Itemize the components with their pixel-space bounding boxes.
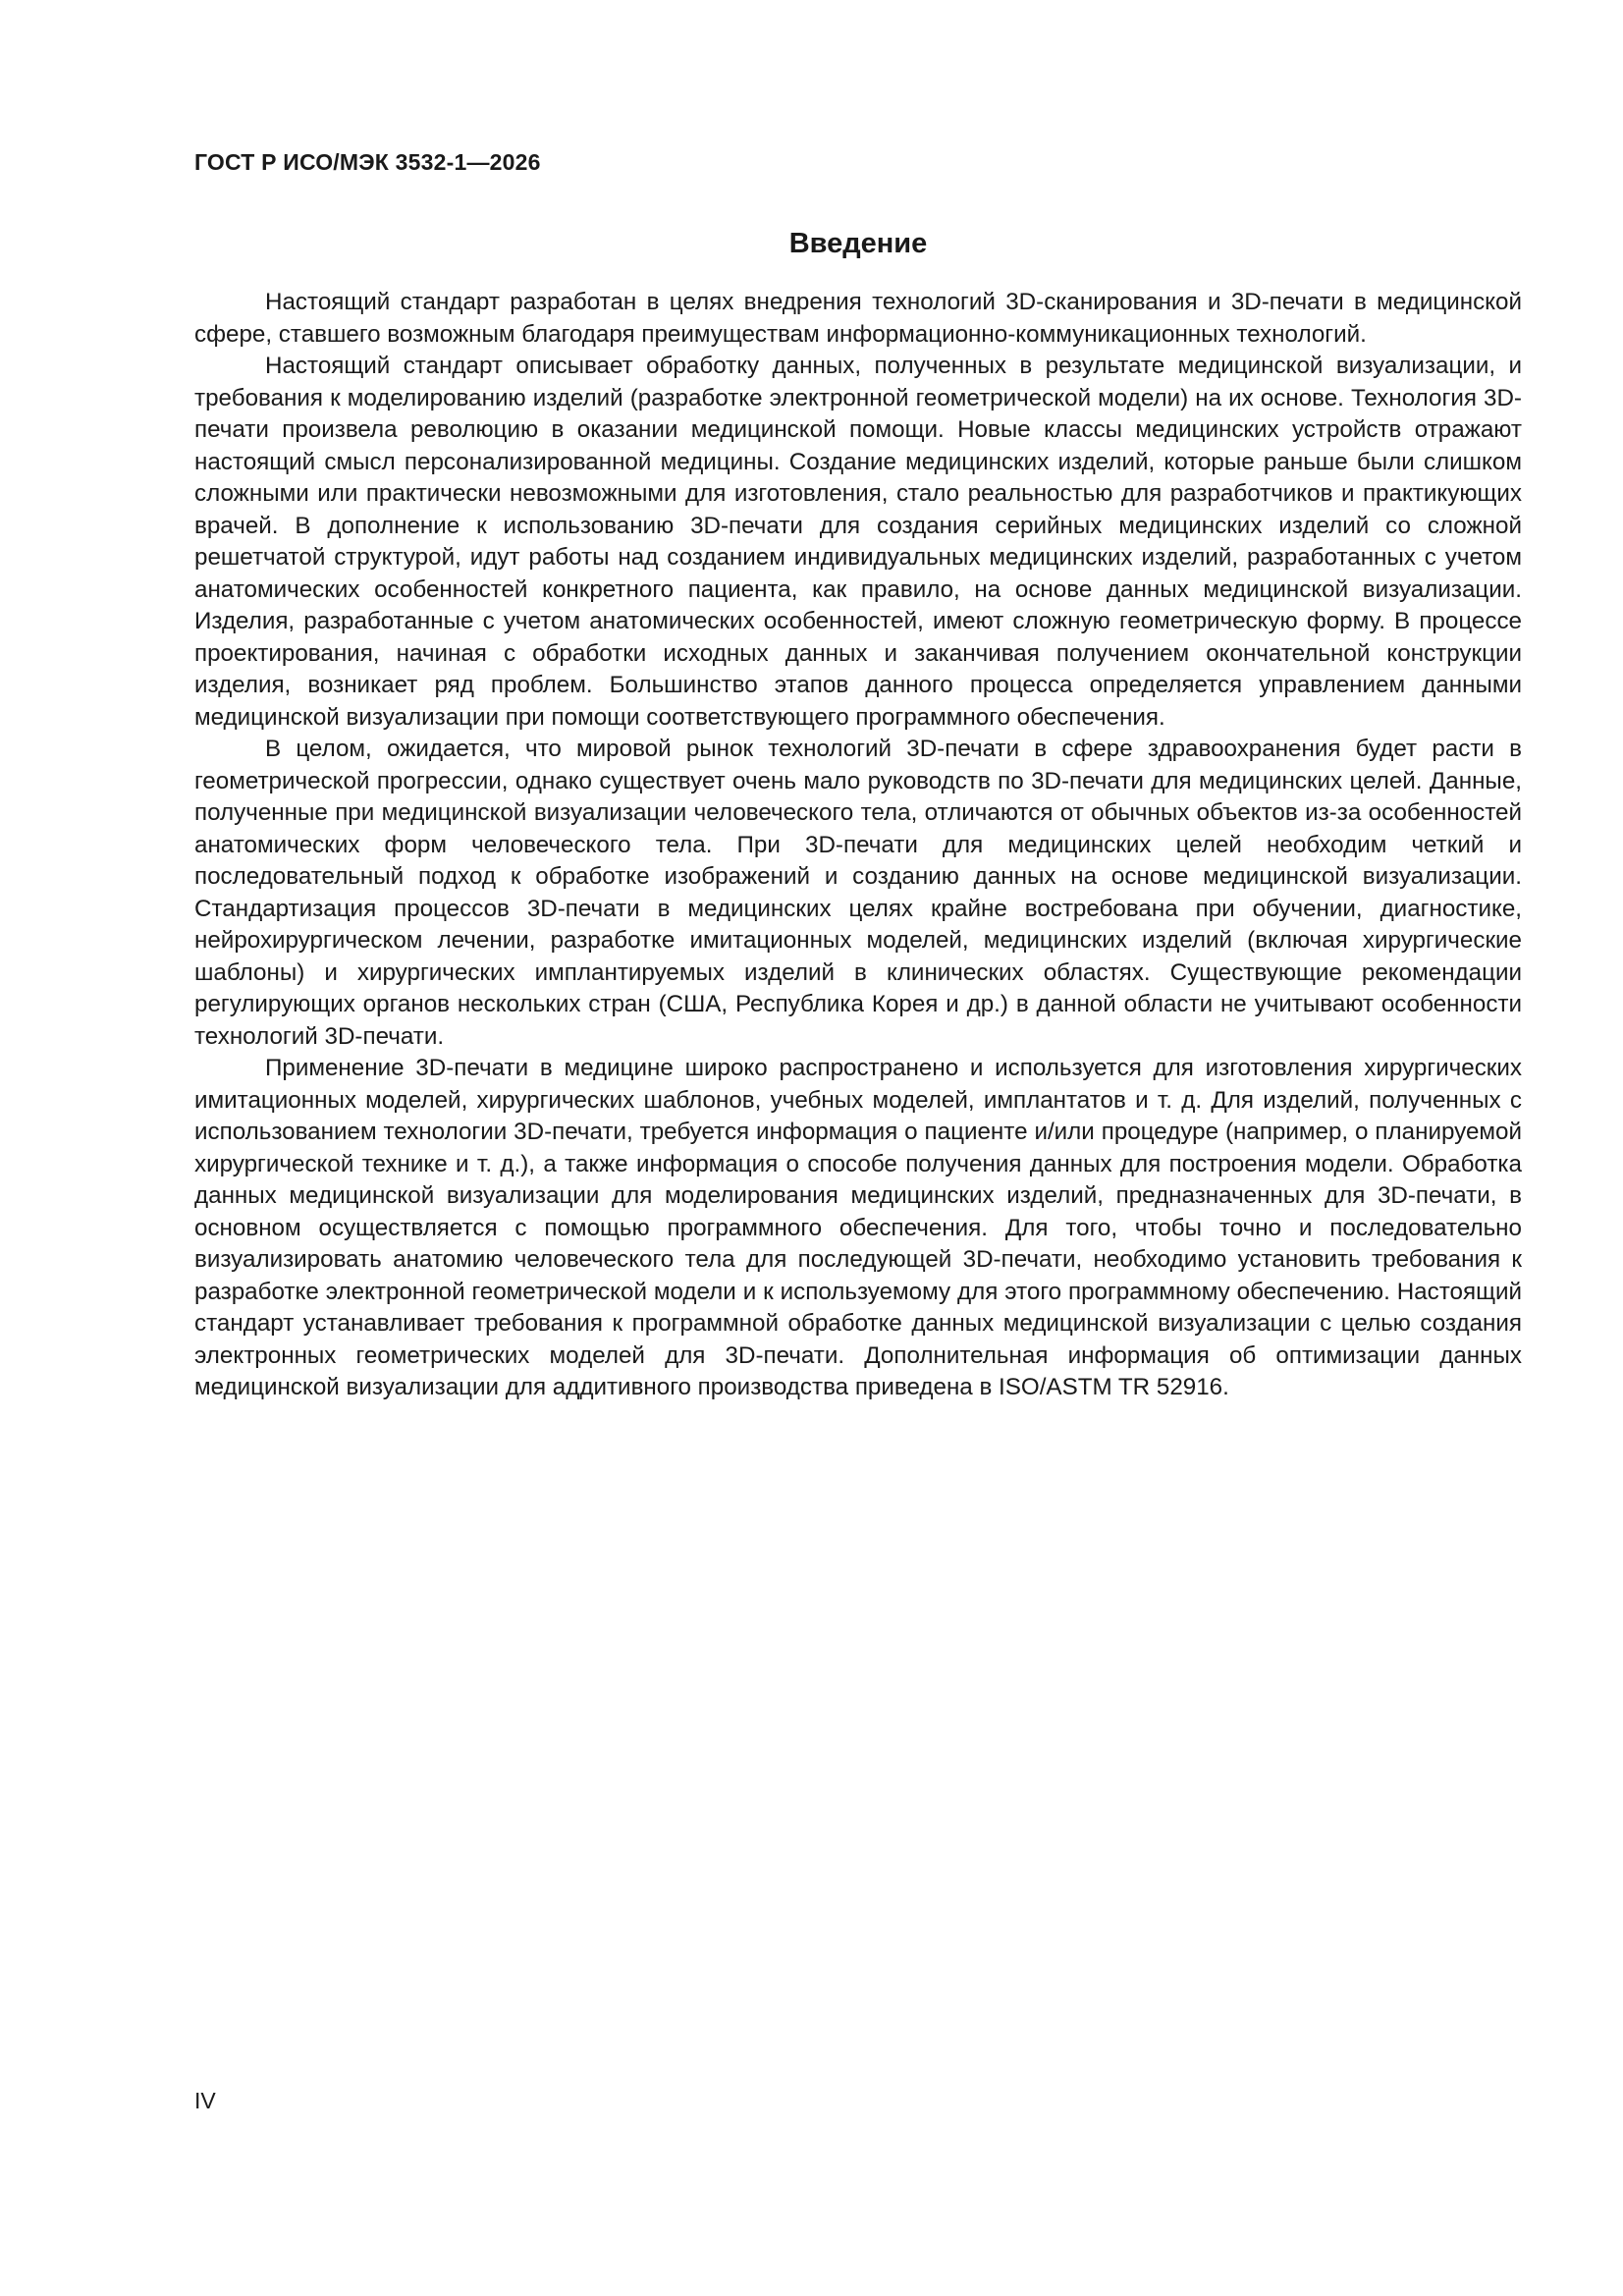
section-body [194,287,1522,1404]
paragraph: Применение 3D-печати в медицине широко распространено и используется для изготовления хирургических имитационных моделей, хирургических шаблонов, учебных моделей, имплантатов и т. д. Для изделий, полученных с использованием технологии 3D-печати, требуется информация о пациенте и/или процедуре (например, о планируемой хирургической технике и т. д.), а также информация о способе получения данных для построения модели. Обработка данных медицинской визуализации для моделирования медицинских изделий, предназначенных для 3D-печати, в основном осуществляется с помощью программного обеспечения. Для того, чтобы точно и последовательно визуализировать анатомию человеческого тела для последующей 3D-печати, необходимо установить требования к разработке электронной геометрической модели и к используемому для этого программному обеспечению. Настоящий стандарт устанавливает требования к программной обработке данных медицинской визуализации с целью создания электронных геометрических моделей для 3D-печати. Дополнительная информация об оптимизации данных медицинской визуализации для аддитивного производства приведена в ISO/ASTM TR 52916. [194,1055,1522,1400]
page-number: IV [194,2088,216,2113]
section-title: Введение [788,228,928,259]
paragraph: Настоящий стандарт разработан в целях внедрения технологий 3D-сканирования и 3D-печати в медицинской сфере, ставшего возможным благодаря преимуществам информационно-коммуникационных технологий. [194,289,1522,348]
paragraph: В целом, ожидается, что мировой рынок технологий 3D-печати в сфере здравоохранения будет расти в геометрической прогрессии, однако существует очень мало руководств по 3D-печати для медицинских целей. Данные, полученные при медицинской визуализации человеческого тела, отличаются от обычных объектов из-за особенностей анатомических форм человеческого тела. При 3D-печати для медицинских целей необходим четкий и последовательный подход к обработке изображений и созданию данных на основе медицинской визуализации. Стандартизация процессов 3D-печати в медицинских целях крайне востребована при обучении, диагностике, нейрохирургическом лечении, разработке имитационных моделей, медицинских изделий (включая хирургические шаблоны) и хирургических имплантируемых изделий в клинических областях. Существующие рекомендации регулирующих органов нескольких стран (США, Республика Корея и др.) в данной области не учитывают особенности технологий 3D-печати. [194,736,1522,1050]
document-header-standard-id: ГОСТ Р ИСО/МЭК 3532-1—2026 [194,149,541,175]
paragraph: Настоящий стандарт описывает обработку данных, полученных в результате медицинской визуализации, и требования к моделированию изделий (разработке электронной геометрической модели) на их основе. Технология 3D-печати произвела революцию в оказании медицинской помощи. Новые классы медицинских устройств отражают настоящий смысл персонализированной медицины. Создание медицинских изделий, которые раньше были слишком сложными или практически невозможными для изготовления, стало реальностью для разработчиков и практикующих врачей. В дополнение к использованию 3D-печати для создания серийных медицинских изделий со сложной решетчатой структурой, идут работы над созданием индивидуальных медицинских изделий, разработанных с учетом анатомических особенностей конкретного пациента, как правило, на основе данных медицинской визуализации. Изделия, разработанные с учетом анатомических особенностей, имеют сложную геометрическую форму. В процессе проектирования, начиная с обработки исходных данных и заканчивая получением окончательной конструкции изделия, возникает ряд проблем. Большинство этапов данного процесса определяется управлением данными медицинской визуализации при помощи соответствующего программного обеспечения. [194,353,1522,731]
